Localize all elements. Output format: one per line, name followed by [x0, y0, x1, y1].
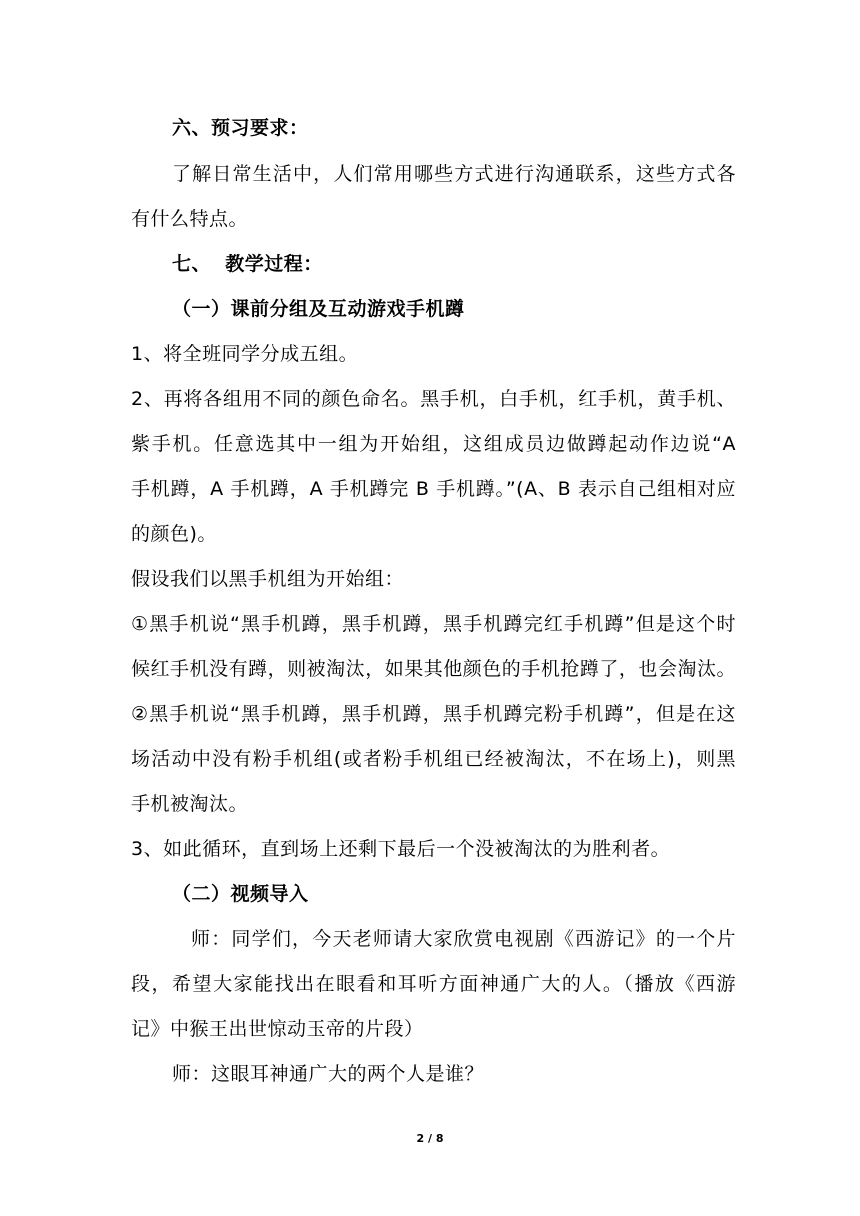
page-number: 2 / 8	[416, 1132, 444, 1145]
paragraph-line: 有什么特点。	[131, 208, 249, 230]
paragraph-line: 候红手机没有蹲，则被淘汰，如果其他颜色的手机抢蹲了，也会淘汰。	[131, 658, 736, 680]
paragraph-line: 紫手机。任意选其中一组为开始组，这组成员边做蹲起动作边说“A	[131, 433, 736, 455]
paragraph-line: 场活动中没有粉手机组(或者粉手机组已经被淘汰，不在场上)，则黑	[131, 748, 736, 770]
paragraph-line: 假设我们以黑手机组为开始组：	[131, 568, 405, 590]
paragraph-line: 3、如此循环，直到场上还剩下最后一个没被淘汰的为胜利者。	[131, 838, 671, 860]
section-heading-process: 七、 教学过程：	[172, 253, 323, 275]
section-heading-preview: 六、预习要求：	[172, 117, 309, 139]
paragraph-line: 师：同学们，今天老师请大家欣赏电视剧《西游记》的一个片	[191, 928, 736, 950]
paragraph-line: ②黑手机说“黑手机蹲，黑手机蹲，黑手机蹲完粉手机蹲”，但是在这	[131, 703, 736, 725]
paragraph-line: 的颜色)。	[131, 523, 217, 545]
subsection-heading-video: （二）视频导入	[172, 883, 309, 905]
paragraph-line: 1、将全班同学分成五组。	[131, 343, 359, 365]
paragraph-line: 段，希望大家能找出在眼看和耳听方面神通广大的人。（播放《西游	[131, 973, 736, 995]
paragraph-line: 了解日常生活中，人们常用哪些方式进行沟通联系，这些方式各	[172, 163, 736, 185]
paragraph-line: 手机蹲，A 手机蹲，A 手机蹲完 B 手机蹲。”(A、B 表示自己组相对应	[131, 478, 736, 500]
subsection-heading-game: （一）课前分组及互动游戏手机蹲	[172, 298, 465, 320]
paragraph-line: 记》中猴王出世惊动玉帝的片段）	[131, 1018, 424, 1040]
paragraph-line: 手机被淘汰。	[131, 793, 249, 815]
paragraph-line: 2、再将各组用不同的颜色命名。黑手机，白手机，红手机，黄手机、	[131, 388, 736, 410]
paragraph-line: ①黑手机说“黑手机蹲，黑手机蹲，黑手机蹲完红手机蹲”但是这个时	[131, 613, 736, 635]
paragraph-line: 师：这眼耳神通广大的两个人是谁？	[172, 1063, 485, 1085]
